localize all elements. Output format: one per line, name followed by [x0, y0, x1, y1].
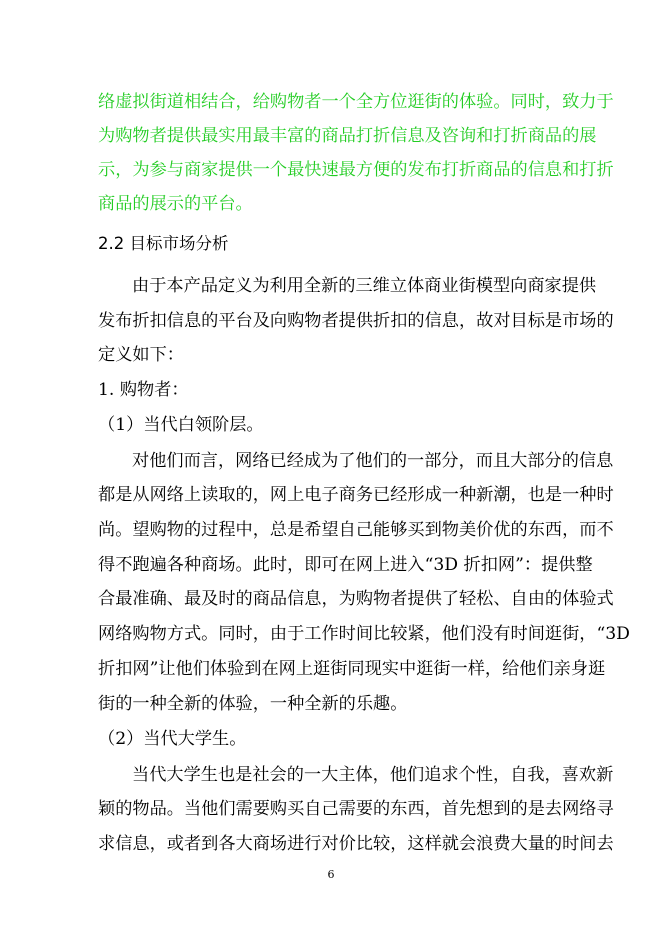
sub-item-1-line-2: 都是从网络上读取的，网上电子商务已经形成一种新潮，也是一种时	[98, 485, 614, 505]
sub-item-1-line-1: 对他们而言，网络已经成为了他们的一部分，而且大部分的信息	[132, 451, 614, 471]
sub-item-1-line-3: 尚。望购物的过程中，总是希望自己能够买到物美价优的东西，而不	[98, 520, 614, 540]
intro-line-3: 示，为参与商家提供一个最快速最方便的发布打折商品的信息和打折	[98, 160, 614, 180]
sub-item-1-line-5: 合最准确、最及时的商品信息，为购物者提供了轻松、自由的体验式	[98, 589, 614, 609]
sub-item-1-line-8: 街的一种全新的体验，一种全新的乐趣。	[98, 694, 408, 714]
section-intro-line-3: 定义如下：	[98, 345, 184, 365]
sub-item-2-line-1: 当代大学生也是社会的一大主体，他们追求个性，自我，喜欢新	[132, 765, 614, 785]
intro-line-1: 络虚拟街道相结合，给购物者一个全方位逛街的体验。同时，致力于	[98, 92, 614, 112]
sub-item-2-heading: （2）当代大学生。	[98, 729, 247, 749]
sub-item-1-line-7: 折扣网”让他们体验到在网上逛街同现实中逛街一样，给他们亲身逛	[98, 659, 606, 679]
sub-item-1-line-6: 网络购物方式。同时，由于工作时间比较紧，他们没有时间逛街，“3D	[98, 624, 630, 644]
sub-item-2-line-3: 求信息，或者到各大商场进行对价比较，这样就会浪费大量的时间去	[98, 834, 614, 854]
section-intro-line-1: 由于本产品定义为利用全新的三维立体商业街模型向商家提供	[132, 276, 597, 296]
section-intro-line-2: 发布折扣信息的平台及向购物者提供折扣的信息，故对目标是市场的	[98, 311, 614, 331]
sub-item-2-line-2: 颖的物品。当他们需要购买自己需要的东西，首先想到的是去网络寻	[98, 799, 614, 819]
intro-line-4: 商品的展示的平台。	[98, 194, 253, 214]
sub-item-1-line-4: 得不跑遍各种商场。此时，即可在网上进入“3D 折扣网”：提供整	[98, 555, 593, 575]
intro-line-2: 为购物者提供最实用最丰富的商品打折信息及咨询和打折商品的展	[98, 126, 597, 146]
sub-item-1-heading: （1）当代白领阶层。	[98, 415, 264, 435]
page-number: 6	[327, 868, 335, 881]
section-heading: 2.2 目标市场分析	[98, 234, 229, 253]
list-item-1: 1. 购物者：	[98, 380, 189, 400]
